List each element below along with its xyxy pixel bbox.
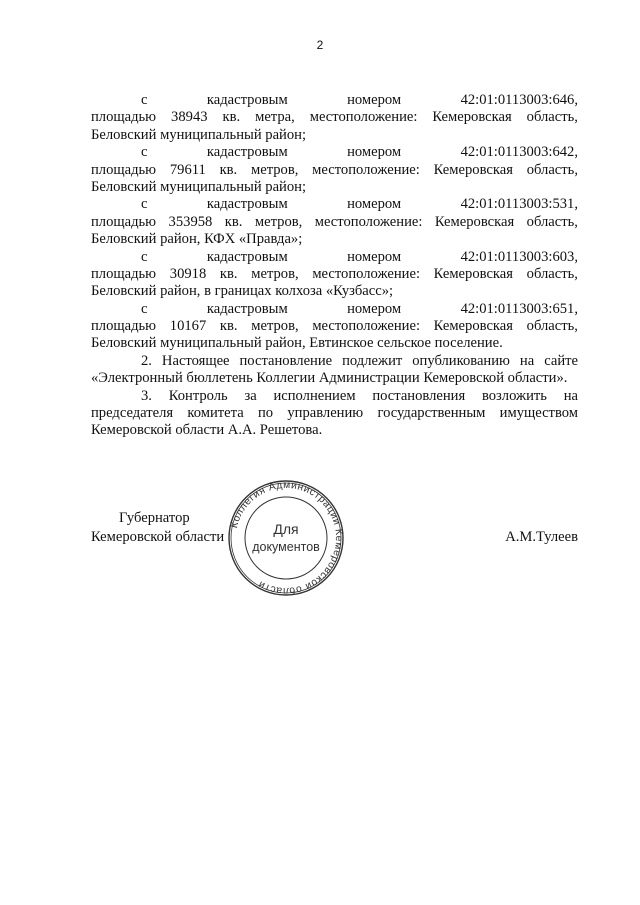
area-value: 10167 bbox=[169, 318, 207, 335]
cadastral-item bbox=[91, 196, 578, 248]
signatory-region: Кемеровской области bbox=[91, 529, 225, 545]
word: номером bbox=[347, 144, 402, 161]
cadastral-number: 42:01:0113003:531, bbox=[460, 196, 578, 213]
word: местоположение: bbox=[312, 265, 420, 282]
word: Кемеровская bbox=[432, 109, 512, 126]
word: Кемеровская bbox=[433, 265, 513, 282]
word: площадью bbox=[91, 265, 157, 282]
cadastral-item bbox=[91, 301, 578, 353]
stamp-center-line-1: Для bbox=[273, 521, 299, 537]
word: кв. bbox=[224, 213, 243, 230]
cadastral-number: 42:01:0113003:651, bbox=[460, 300, 578, 317]
area-value: 38943 bbox=[171, 109, 208, 126]
word: кв. bbox=[219, 161, 238, 178]
word: область, bbox=[526, 161, 578, 178]
word: кадастровым bbox=[206, 248, 288, 265]
area-value: 30918 bbox=[169, 265, 207, 282]
word: кадастровым bbox=[206, 300, 288, 317]
paragraph-publication: 2. Настоящее постановление подлежит опубликованию на сайте «Электронный бюллетень Коллегии Администрации Кемеровской области». bbox=[91, 352, 578, 387]
word: номером bbox=[347, 300, 402, 317]
cadastral-number: 42:01:0113003:646, bbox=[460, 92, 578, 108]
cadastral-item bbox=[91, 92, 578, 144]
word: с bbox=[141, 92, 148, 108]
word: метров, bbox=[254, 213, 303, 230]
word: с bbox=[141, 248, 148, 265]
word: метров, bbox=[251, 265, 299, 282]
stamp-center-line-2: документов bbox=[252, 540, 320, 554]
word: местоположение: bbox=[312, 318, 420, 335]
page-number: 2 bbox=[316, 38, 324, 52]
word: с bbox=[141, 300, 148, 317]
area-value: 353958 bbox=[168, 213, 213, 230]
word: кв. bbox=[219, 265, 238, 282]
word: местоположение: bbox=[312, 161, 420, 178]
word: кадастровым bbox=[206, 144, 288, 161]
word: кадастровым bbox=[206, 92, 288, 108]
signatory-title: Губернатор bbox=[119, 510, 190, 526]
document-body bbox=[91, 92, 578, 440]
word: кадастровым bbox=[206, 196, 288, 213]
location-text: Беловский муниципальный район, Евтинское сельское поселение. bbox=[91, 335, 503, 352]
word: с bbox=[141, 144, 148, 161]
word: номером bbox=[347, 196, 402, 213]
word: Кемеровская bbox=[434, 213, 515, 230]
word: местоположение: bbox=[309, 109, 418, 126]
stamp-ring-text: Коллегия Администрации Кемеровской области bbox=[229, 479, 345, 597]
word: с bbox=[141, 196, 148, 213]
area-value: 79611 bbox=[169, 161, 206, 178]
location-text: Беловский район, в границах колхоза «Кузбасс»; bbox=[91, 283, 394, 300]
word: область, bbox=[526, 109, 578, 126]
location-text: Беловский район, КФХ «Правда»; bbox=[91, 231, 303, 248]
word: Кемеровская bbox=[433, 161, 513, 178]
location-text: Беловский муниципальный район; bbox=[91, 178, 307, 195]
cadastral-number: 42:01:0113003:603, bbox=[460, 248, 578, 265]
word: номером bbox=[347, 248, 402, 265]
location-text: Беловский муниципальный район; bbox=[91, 126, 307, 143]
word: номером bbox=[347, 92, 402, 108]
word: область, bbox=[526, 318, 578, 335]
word: метра, bbox=[255, 109, 295, 126]
word: Кемеровская bbox=[433, 318, 513, 335]
official-stamp bbox=[226, 478, 346, 598]
word: площадью bbox=[91, 161, 157, 178]
word: область, bbox=[526, 265, 578, 282]
word: местоположение: bbox=[314, 213, 423, 230]
word: кв. bbox=[222, 109, 241, 126]
cadastral-item bbox=[91, 249, 578, 301]
cadastral-number: 42:01:0113003:642, bbox=[460, 144, 578, 161]
cadastral-item bbox=[91, 144, 578, 196]
word: метров, bbox=[250, 161, 299, 178]
word: площадью bbox=[91, 109, 157, 126]
paragraph-control: 3. Контроль за исполнением постановления возложить на председателя комитета по управлению государственным имуществом Кемеровской области А.А. Решетова. bbox=[91, 387, 578, 439]
signatory-name: А.М.Тулеев bbox=[505, 529, 578, 545]
word: площадью bbox=[91, 213, 157, 230]
word: площадью bbox=[91, 318, 157, 335]
word: метров, bbox=[251, 318, 299, 335]
word: кв. bbox=[219, 318, 238, 335]
word: область, bbox=[526, 213, 578, 230]
